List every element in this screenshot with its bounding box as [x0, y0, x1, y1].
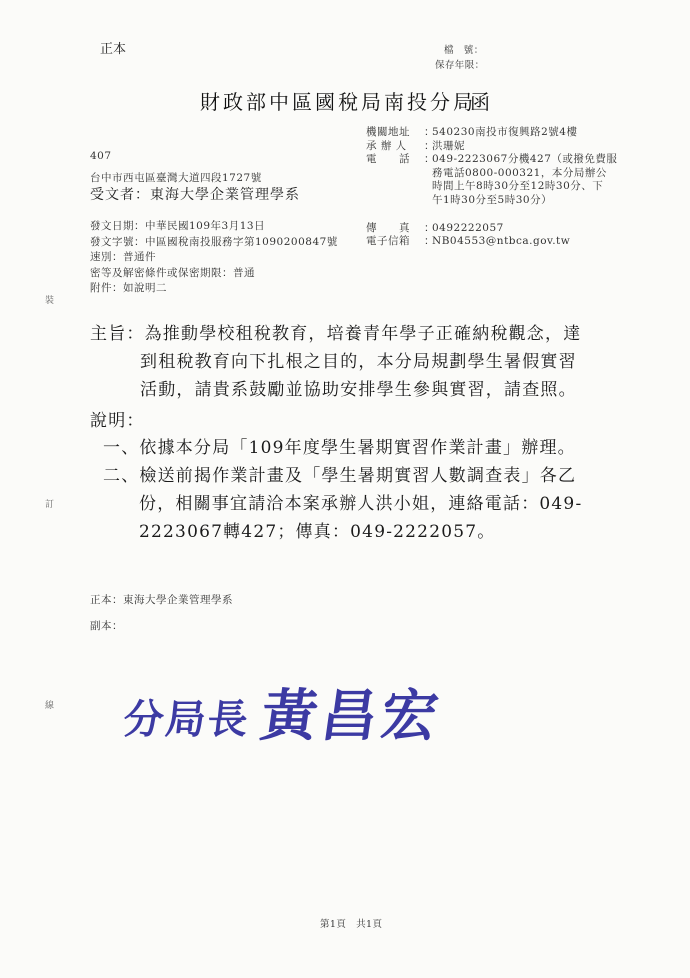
- agency-info-row: [366, 167, 617, 181]
- copy-type-label: 正本: [100, 42, 127, 57]
- agency-info-value: 540230南投市復興路2號4樓: [432, 126, 578, 138]
- meta-value: 普通件: [123, 251, 156, 263]
- agency-info-value: 洪珊妮: [432, 139, 465, 152]
- agency-info-label: 機關地址: [366, 126, 410, 138]
- meta-row: [90, 219, 338, 235]
- binding-mark: 裝: [45, 296, 55, 306]
- document-title: 財政部中區國稅局南投分局: [200, 90, 476, 114]
- agency-info-label: 承 辦 人: [366, 139, 407, 152]
- explanation-label: 說明：: [90, 411, 145, 431]
- meta-label: 速別: [90, 251, 112, 263]
- colon: ：: [222, 266, 233, 279]
- subject-line: 主旨：為推動學校租稅教育，培養青年學子正確納稅觀念，達: [90, 324, 582, 344]
- meta-value: 普通: [233, 266, 255, 279]
- colon: ：: [424, 139, 435, 152]
- colon: ：: [424, 235, 435, 248]
- agency-info-label: 電 話: [366, 153, 410, 166]
- agency-info-row: [366, 140, 617, 154]
- meta-label: 發文日期: [90, 220, 134, 232]
- retention-period-label: 保存年限：: [435, 60, 485, 71]
- agency-info-block: [366, 126, 617, 249]
- director-title-stamp: 分局長: [121, 696, 253, 743]
- colon: ：: [424, 153, 435, 166]
- explanation-item-cont: 份，相關事宜請洽本案承辦人洪小姐，連絡電話：049-: [139, 494, 583, 514]
- subject: [90, 320, 581, 404]
- colon: ：: [112, 282, 123, 294]
- colon: ：: [112, 251, 123, 263]
- meta-value: 如說明二: [123, 282, 167, 294]
- explanation-item-cont: 2223067轉427；傳真：049-2222057。: [139, 522, 496, 542]
- file-number-label: 檔 號：: [444, 45, 484, 56]
- meta-value: 中區國稅南投服務字第1090200847號: [145, 235, 338, 248]
- explanation-items: [103, 434, 582, 546]
- distribution-original: 正本：東海大學企業管理學系: [90, 594, 233, 606]
- recipient: 受文者：東海大學企業管理學系: [90, 187, 300, 203]
- agency-info-label: 電子信箱: [366, 235, 410, 248]
- agency-info-value: 049-2223067分機427（或撥免費服: [432, 153, 618, 166]
- meta-row: [90, 281, 338, 297]
- agency-info-value: 午1時30分至5時30分）: [432, 193, 553, 206]
- meta-row: [90, 266, 338, 282]
- meta-label: 附件: [90, 282, 112, 294]
- distribution-copy: 副本：: [90, 620, 123, 632]
- agency-info-row: [366, 222, 617, 236]
- postal-code: 407: [90, 150, 112, 162]
- agency-info-row: [366, 153, 617, 167]
- agency-info-row: [366, 180, 617, 194]
- subject-line: 活動，請貴系鼓勵並協助安排學生參與實習，請查照。: [140, 380, 577, 400]
- meta-label: 發文字號: [90, 235, 134, 248]
- subject-line: 到租稅教育向下扎根之目的，本分局規劃學生暑假實習: [140, 352, 577, 372]
- agency-info-row: [366, 194, 617, 208]
- colon: ：: [134, 220, 145, 232]
- document-meta-block: [90, 219, 338, 297]
- colon: ：: [424, 126, 435, 138]
- agency-info-value: 0492222057: [432, 221, 504, 234]
- explanation-item: 二、檢送前揭作業計畫及「學生暑期實習人數調查表」各乙: [103, 466, 577, 486]
- agency-info-row: [366, 126, 617, 140]
- colon: ：: [424, 221, 435, 234]
- meta-row: [90, 250, 338, 266]
- meta-row: [90, 235, 338, 251]
- page-number: 第1頁 共1頁: [320, 919, 383, 930]
- binding-mark: 訂: [45, 500, 55, 510]
- agency-info-value: 務電話0800-000321，本分局辦公: [432, 166, 607, 179]
- explanation-item: 一、依據本分局「109年度學生暑期實習作業計畫」辦理。: [103, 438, 576, 458]
- meta-label: 密等及解密條件或保密期限: [90, 266, 222, 279]
- document-type: 函: [470, 90, 493, 114]
- agency-info-value: 時間上午8時30分至12時30分、下: [432, 180, 604, 193]
- colon: ：: [134, 235, 145, 248]
- meta-value: 中華民國109年3月13日: [145, 220, 266, 232]
- binding-mark: 線: [45, 701, 55, 711]
- director-signature-stamp: 黃昌宏: [256, 683, 447, 749]
- agency-info-value: NB04553@ntbca.gov.tw: [432, 235, 571, 248]
- agency-info-label: 傳 真: [366, 221, 410, 234]
- agency-info-row: [366, 235, 617, 249]
- recipient-address: 台中市西屯區臺灣大道四段1727號: [90, 172, 262, 184]
